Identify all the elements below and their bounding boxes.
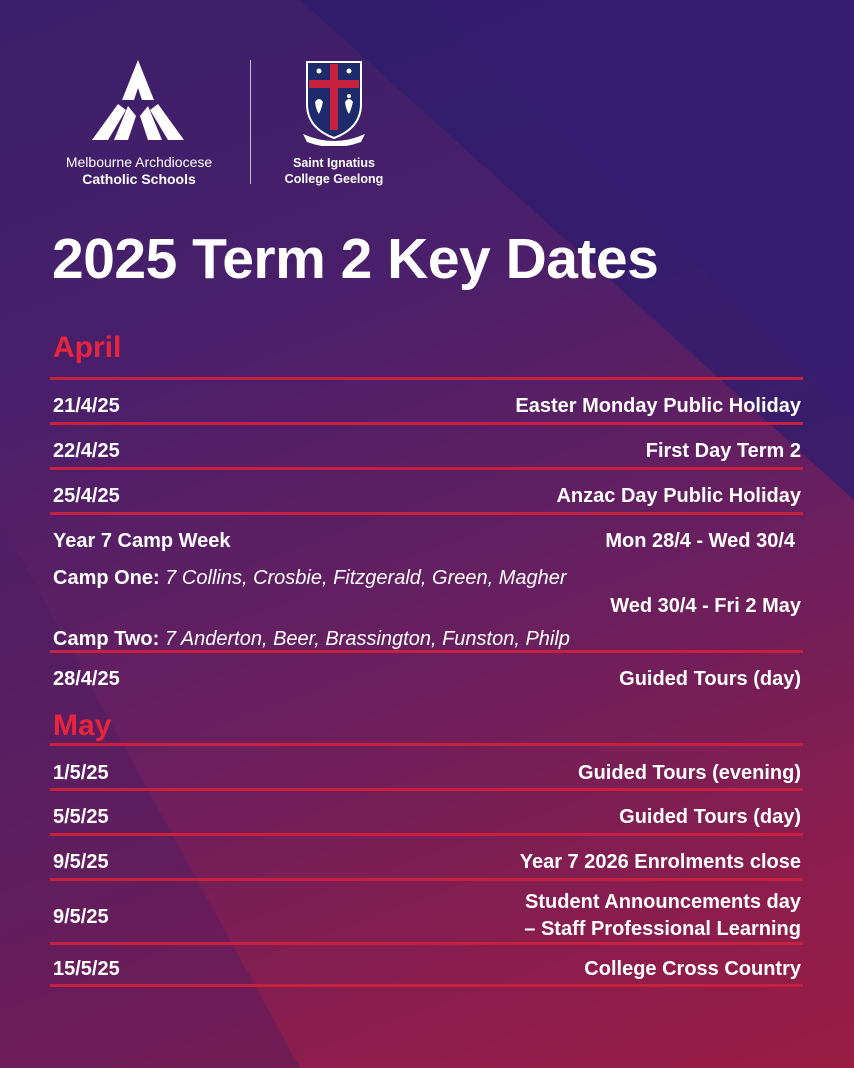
divider-rule [50, 512, 803, 515]
row-event [524, 889, 801, 943]
camp-one-names: 7 Collins, Crosbie, Fitzgerald, Green, Magher [165, 567, 567, 589]
month-heading-may: May [53, 709, 112, 742]
divider-rule [50, 878, 803, 881]
college-name-line2: College Geelong [284, 172, 384, 186]
college-crest-icon [303, 58, 365, 146]
row-event-line1: Student Announcements day [525, 891, 801, 913]
header-divider [250, 60, 251, 184]
camp-two-dates: Wed 30/4 - Fri 2 May [610, 595, 801, 617]
page-title: 2025 Term 2 Key Dates [52, 227, 659, 291]
college-name-line1: Saint Ignatius [293, 156, 375, 170]
camp-two-label: Camp Two: [53, 628, 160, 650]
row-event: College Cross Country [584, 958, 801, 980]
camp-week-dates: Mon 28/4 - Wed 30/4 [605, 530, 795, 552]
divider-rule [50, 833, 803, 836]
row-event: Easter Monday Public Holiday [515, 395, 801, 417]
camp-week-label: Year 7 Camp Week [53, 530, 231, 552]
macs-name-line2: Catholic Schools [82, 171, 196, 187]
row-event: Year 7 2026 Enrolments close [519, 851, 801, 873]
row-date: 1/5/25 [53, 762, 109, 784]
macs-name-line1: Melbourne Archdiocese [65, 154, 213, 170]
row-date: 9/5/25 [53, 906, 109, 928]
divider-rule [50, 422, 803, 425]
row-date: 28/4/25 [53, 668, 120, 690]
divider-rule [50, 377, 803, 380]
divider-rule [50, 984, 803, 987]
row-date: 25/4/25 [53, 485, 120, 507]
row-event: Anzac Day Public Holiday [556, 485, 801, 507]
month-heading-april: April [53, 331, 122, 364]
row-date: 5/5/25 [53, 806, 109, 828]
row-date: 21/4/25 [53, 395, 120, 417]
row-event: First Day Term 2 [645, 440, 801, 462]
camp-one-label: Camp One: [53, 567, 160, 589]
camp-one-line [53, 567, 567, 590]
row-event: Guided Tours (evening) [578, 762, 801, 784]
row-event: Guided Tours (day) [619, 668, 801, 690]
row-event: Guided Tours (day) [619, 806, 801, 828]
row-event-line2: – Staff Professional Learning [524, 918, 801, 940]
divider-rule [50, 788, 803, 791]
college-name [270, 155, 398, 187]
macs-name [58, 154, 220, 188]
row-date: 22/4/25 [53, 440, 120, 462]
divider-rule [50, 650, 803, 653]
macs-logo-icon [88, 58, 188, 142]
camp-two-names: 7 Anderton, Beer, Brassington, Funston, Philp [164, 628, 570, 650]
divider-rule [50, 743, 803, 746]
row-date: 15/5/25 [53, 958, 120, 980]
row-date: 9/5/25 [53, 851, 109, 873]
divider-rule [50, 467, 803, 470]
divider-rule [50, 942, 803, 945]
camp-two-line [53, 628, 570, 651]
